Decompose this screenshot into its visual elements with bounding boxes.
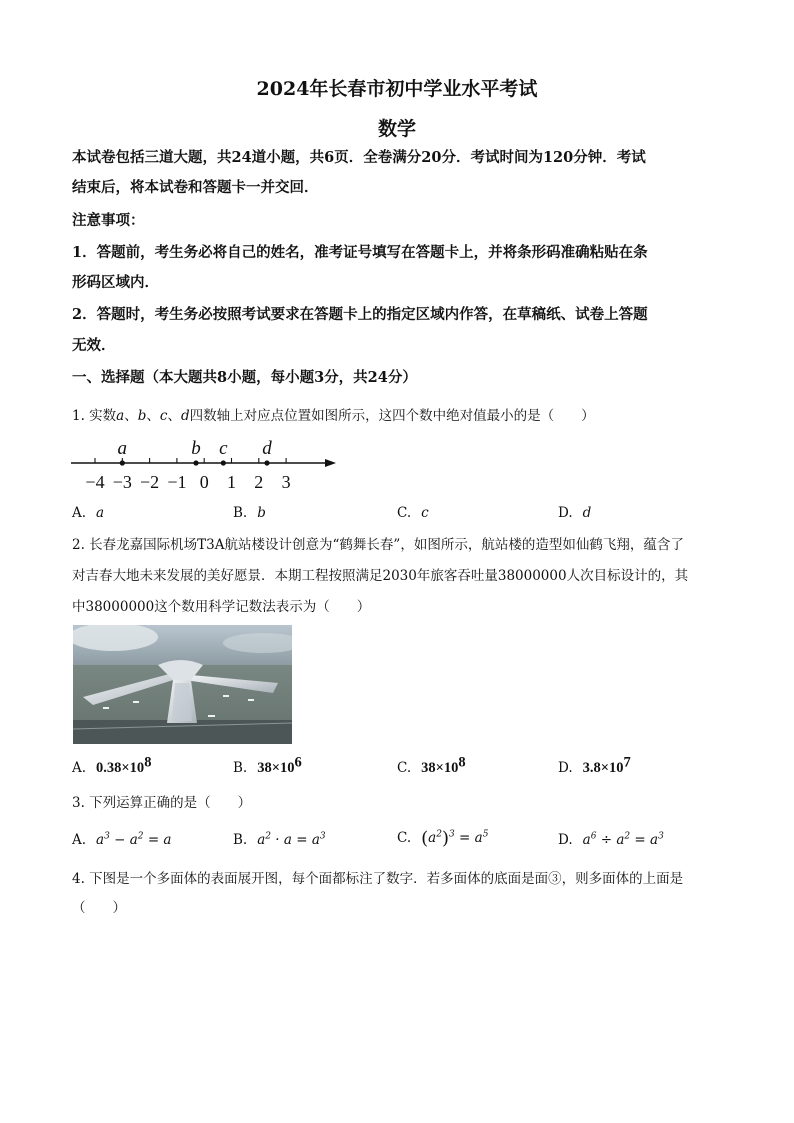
q1-option-b[interactable] (233, 505, 266, 521)
airport-terminal-photo (73, 625, 292, 744)
q1-option-b-label: B. (233, 505, 248, 521)
number-line-tick-label: −2 (140, 472, 160, 492)
q1-option-c[interactable] (397, 505, 429, 521)
q1-sep-3: 、 (167, 408, 181, 424)
q2-option-a-exponent: 8 (144, 754, 152, 771)
q1-var-d: d (180, 408, 190, 424)
number-line-tick-label: −1 (167, 472, 187, 492)
q1-option-b-value: b (257, 505, 266, 521)
q2-option-a-label: A. (72, 760, 87, 776)
q2-line-1: 2. 长春龙嘉国际机场T3A航站楼设计创意为“鹤舞长春”，如图所示，航站楼的造型如仙鹤飞翔，蕴含了 (72, 537, 684, 553)
q3-stem: 3. 下列运算正确的是（ ） (72, 795, 252, 811)
note2-line-1: 2．答题时，考生务必按照考试要求在答题卡上的指定区域内作答，在草稿纸、试卷上答题 (72, 306, 648, 323)
q2-option-a-mantissa: 0.38×10 (96, 760, 145, 776)
number-line-tick-label: 1 (227, 472, 236, 492)
q1-option-d-value: d (582, 505, 592, 521)
number-line-tick-label: −4 (85, 472, 105, 492)
q2-option-d-mantissa: 3.8×10 (582, 760, 624, 776)
q3-option-d-expr: $a^6 \div a^2 = a^3$ (582, 831, 664, 848)
number-line-point (221, 460, 226, 465)
number-line-point-label: b (191, 438, 201, 459)
number-line-arrow (325, 459, 336, 467)
note1-line-1: 1．答题前，考生务必将自己的姓名，准考证号填写在答题卡上，并将条形码准确粘贴在条 (72, 244, 648, 261)
exam-title: 2024年长春市初中学业水平考试 (256, 78, 538, 100)
q1-sep-2: 、 (146, 408, 160, 424)
number-line-tick-label: −3 (112, 472, 132, 492)
q4-line-2: （ ） (72, 900, 126, 916)
q1-option-d-label: D. (558, 505, 573, 521)
q1-var-b: b (137, 408, 147, 424)
number-line-point (264, 460, 269, 465)
q1-var-c: c (159, 408, 168, 424)
q3-option-b[interactable] (233, 832, 326, 848)
number-line-figure (66, 432, 346, 492)
number-line-tick-label: 0 (199, 472, 209, 492)
intro-line-2: 结束后，将本试卷和答题卡一并交回． (72, 179, 319, 196)
number-line-point-label: a (117, 438, 128, 459)
exam-subject: 数学 (377, 118, 416, 140)
q3-option-a[interactable] (72, 832, 171, 848)
number-line-tick-label: 2 (254, 472, 264, 492)
q1-option-c-value: c (421, 505, 429, 521)
q2-option-d[interactable] (558, 754, 631, 777)
q2-option-c[interactable] (397, 754, 466, 777)
q1-suffix: 四数轴上对应点位置如图所示，这四个数中绝对值最小的是（ ） (189, 408, 595, 424)
notice-title: 注意事项： (72, 212, 145, 229)
q2-option-b-exponent: 6 (294, 754, 302, 771)
q1-option-c-label: C. (397, 505, 412, 521)
number-line-tick-label: 3 (281, 472, 291, 492)
q1-option-a-label: A. (72, 505, 87, 521)
number-line-point (120, 460, 125, 465)
q3-option-c[interactable] (397, 828, 488, 849)
q2-option-b[interactable] (233, 754, 302, 777)
q2-option-c-mantissa: 38×10 (421, 760, 459, 776)
intro-line-1: 本试卷包括三道大题，共24道小题，共6页．全卷满分20分．考试时间为120分钟．考试 (72, 149, 646, 166)
q3-option-b-expr: $a^2 \cdot a = a^3$ (257, 831, 326, 848)
q1-option-a[interactable] (72, 505, 104, 521)
number-line-point (193, 460, 198, 465)
q2-option-b-label: B. (233, 760, 248, 776)
number-line-point-label: d (262, 438, 272, 459)
q2-option-d-label: D. (558, 760, 573, 776)
section1-heading: 一、选择题（本大题共8小题，每小题3分，共24分） (72, 369, 417, 386)
q2-option-b-mantissa: 38×10 (257, 760, 295, 776)
q1-prefix: 1. 实数 (72, 408, 117, 424)
q1-var-a: a (116, 408, 125, 424)
q2-line-2: 对吉春大地未来发展的美好愿景．本期工程按照满足2030年旅客吞吐量38000000人次目标设计的，其 (72, 568, 689, 584)
q2-option-c-label: C. (397, 760, 412, 776)
q3-option-b-label: B. (233, 832, 248, 848)
q3-option-d[interactable] (558, 832, 664, 848)
q2-option-d-exponent: 7 (623, 754, 631, 771)
q1-option-d[interactable] (558, 505, 591, 521)
q3-option-d-label: D. (558, 832, 573, 848)
q3-option-a-label: A. (72, 832, 87, 848)
note2-line-2: 无效． (72, 337, 116, 354)
note1-line-2: 形码区域内． (72, 274, 159, 291)
q3-option-c-expr: $(a^2)^3 = a^5$ (421, 828, 489, 849)
q1-option-a-value: a (96, 505, 105, 521)
number-line-point-label: c (219, 438, 228, 459)
q1-sep-1: 、 (124, 408, 138, 424)
q4-line-1: 4. 下图是一个多面体的表面展开图，每个面都标注了数字．若多面体的底面是面③，则多面体的上面是 (72, 871, 684, 887)
q2-line-3: 中38000000这个数用科学记数法表示为（ ） (72, 599, 371, 615)
q3-option-c-label: C. (397, 830, 412, 846)
q1-stem (72, 402, 595, 431)
q3-option-a-expr: $a^3 - a^2 = a$ (96, 831, 172, 848)
q2-option-c-exponent: 8 (458, 754, 466, 771)
q2-option-a[interactable] (72, 754, 152, 777)
